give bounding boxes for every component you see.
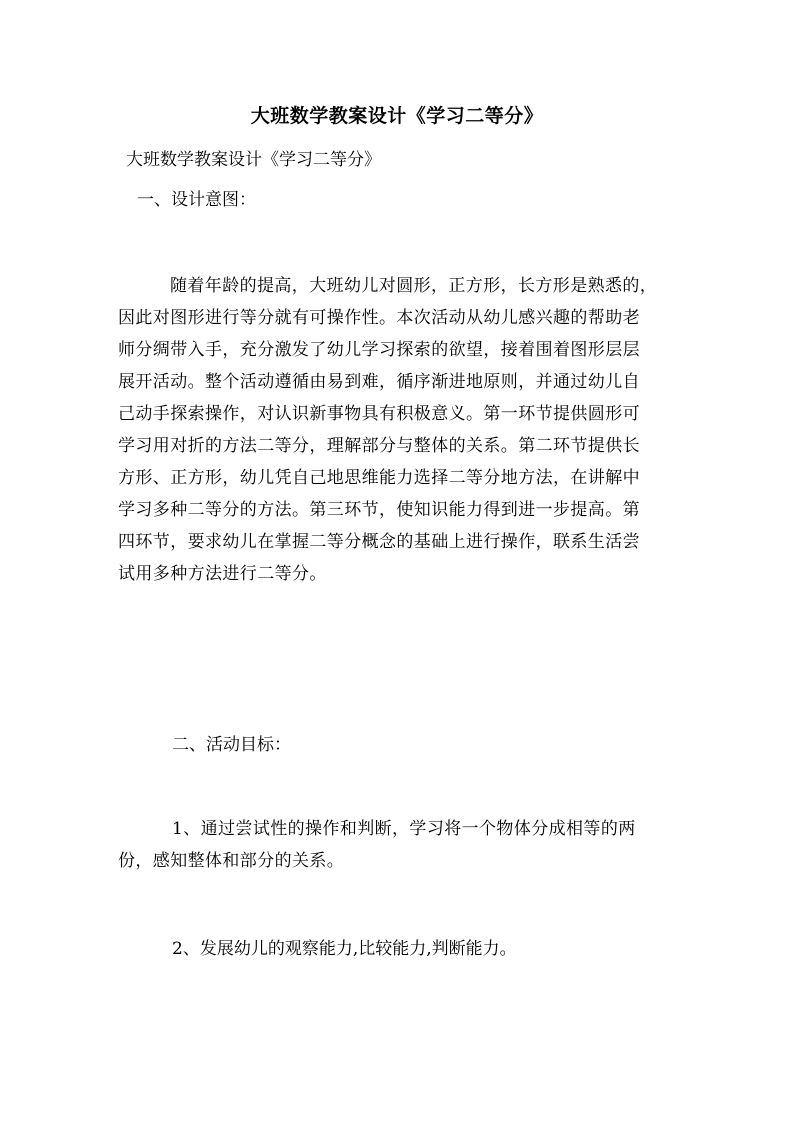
objective-line: 1、通过尝试性的操作和判断，学习将一个物体分成相等的两 bbox=[172, 819, 636, 839]
paragraph-line: 方形、正方形，幼儿凭自己地思维能力选择二等分地方法，在讲解中 bbox=[118, 468, 640, 488]
paragraph-line: 学习用对折的方法二等分，理解部分与整体的关系。第二环节提供长 bbox=[118, 436, 640, 456]
paragraph-line: 己动手探索操作，对认识新事物具有积极意义。第一环节提供圆形可 bbox=[118, 404, 640, 424]
paragraph-line: 随着年龄的提高，大班幼儿对圆形，正方形，长方形是熟悉的， bbox=[170, 276, 658, 296]
paragraph-line: 师分绸带入手，充分激发了幼儿学习探索的欲望，接着围着图形层层 bbox=[118, 340, 640, 360]
objective-2: 2、发展幼儿的观察能力,比较能力,判断能力。 bbox=[172, 939, 517, 959]
paragraph-line: 因此对图形进行等分就有可操作性。本次活动从幼儿感兴趣的帮助老 bbox=[118, 308, 640, 328]
objective-line: 份，感知整体和部分的关系。 bbox=[118, 851, 345, 871]
paragraph-line: 四环节，要求幼儿在掌握二等分概念的基础上进行操作，联系生活尝 bbox=[118, 532, 640, 552]
section-heading-activity-goals: 二、活动目标： bbox=[172, 735, 291, 755]
document-subtitle: 大班数学教案设计《学习二等分》 bbox=[126, 150, 381, 170]
paragraph-line: 学习多种二等分的方法。第三环节，使知识能力得到进一步提高。第 bbox=[118, 500, 640, 520]
objective-1 bbox=[118, 813, 678, 877]
section-heading-design-intent: 一、设计意图： bbox=[137, 190, 256, 210]
paragraph-line: 试用多种方法进行二等分。 bbox=[118, 564, 327, 584]
document-title: 大班数学教案设计《学习二等分》 bbox=[250, 105, 544, 127]
design-intent-paragraph bbox=[118, 270, 678, 590]
paragraph-line: 展开活动。整个活动遵循由易到难，循序渐进地原则，并通过幼儿自 bbox=[118, 372, 640, 392]
